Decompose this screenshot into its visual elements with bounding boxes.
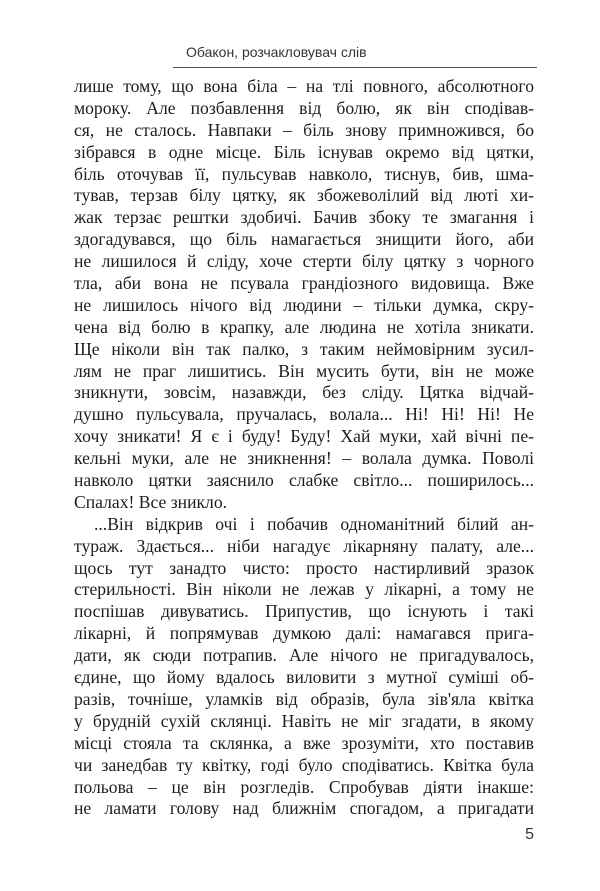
- text-line: лям не праг лишитись. Він мусить бути, він не може: [74, 360, 534, 381]
- running-head: Обакон, розчакловувач слів: [186, 44, 367, 60]
- text-line: не лишилося й сліду, хоче стерти білу цятку з чорного: [74, 251, 534, 272]
- text-line: тураж. Здається... ніби нагадує лікарняну палату, але...: [74, 535, 534, 556]
- text-line: ся, не сталось. Навпаки – біль знову примножився, бо: [74, 119, 534, 140]
- text-line: Спалах! Все зникло.: [74, 491, 228, 512]
- text-line: разів, точніше, уламків від образів, була зів'яла квітка: [74, 688, 534, 709]
- text-line: здогадувався, що біль намагається знищити його, аби: [74, 229, 534, 250]
- text-line: лікарні, й попрямував думкою далі: намагався прига-: [74, 623, 534, 644]
- text-line: дати, як сюди потрапив. Але нічого не пригадувалось,: [74, 645, 534, 666]
- header-rule: [173, 67, 537, 68]
- text-line: мороку. Але позбавлення від болю, як він сподівав-: [74, 97, 534, 118]
- text-line: польова – це він розгледів. Спробував діяти інакше:: [74, 776, 534, 797]
- text-line: не лишилось нічого від людини – тільки думка, скру-: [74, 294, 534, 315]
- text-line: чена від болю в крапку, але людина не хотіла зникати.: [74, 316, 534, 337]
- text-line: зникнути, зовсім, назавжди, без сліду. Цятка відчай-: [74, 382, 534, 403]
- text-line: зібрався в одне місце. Біль існував окремо від цятки,: [74, 141, 534, 162]
- text-line: тував, терзав білу цятку, як збожеволілий від люті хи-: [74, 185, 534, 206]
- text-line: навколо цятки заяснило слабке світло... поширилось...: [74, 470, 534, 491]
- page-number: 5: [525, 826, 534, 843]
- text-line: чи занедбав ту квітку, годі було сподіватись. Квітка була: [74, 754, 534, 775]
- text-line: тла, аби вона не псувала грандіозного видовища. Вже: [74, 273, 534, 294]
- text-line: щось тут занадто чисто: просто настирливий зразок: [74, 557, 534, 578]
- text-line: не ламати голову над ближнім спогадом, а пригадати: [74, 798, 534, 819]
- text-line: кельні муки, але не зникнення! – волала думка. Поволі: [74, 448, 534, 469]
- text-line: у брудній сухій склянці. Навіть не міг згадати, в якому: [74, 710, 534, 731]
- text-line: душно пульсувала, пручалась, волала... Ні! Ні! Ні! Не: [74, 404, 534, 425]
- text-line: єдине, що йому вдалось виловити з мутної суміші об-: [74, 667, 534, 688]
- text-line: біль оточував її, пульсував навколо, тиснув, бив, шма-: [74, 163, 534, 184]
- text-line: стерильності. Він ніколи не лежав у лікарні, а тому не: [74, 579, 534, 600]
- text-line: поспішав дивуватись. Припустив, що існують і такі: [74, 601, 534, 622]
- page-body-text: [74, 76, 534, 820]
- text-line: Ще ніколи він так палко, з таким неймовірним зусил-: [74, 338, 534, 359]
- text-line: хочу зникати! Я є і буду! Буду! Хай муки, хай вічні пе-: [74, 426, 534, 447]
- text-line: місці стояла та склянка, а вже зрозуміти, хто поставив: [74, 732, 534, 753]
- text-line: ...Він відкрив очі і побачив одноманітний білий ан-: [94, 513, 534, 534]
- text-line: жак терзає рештки здобичі. Бачив збоку те змагання і: [74, 207, 534, 228]
- text-line: лише тому, що вона біла – на тлі повного, абсолютного: [74, 76, 534, 96]
